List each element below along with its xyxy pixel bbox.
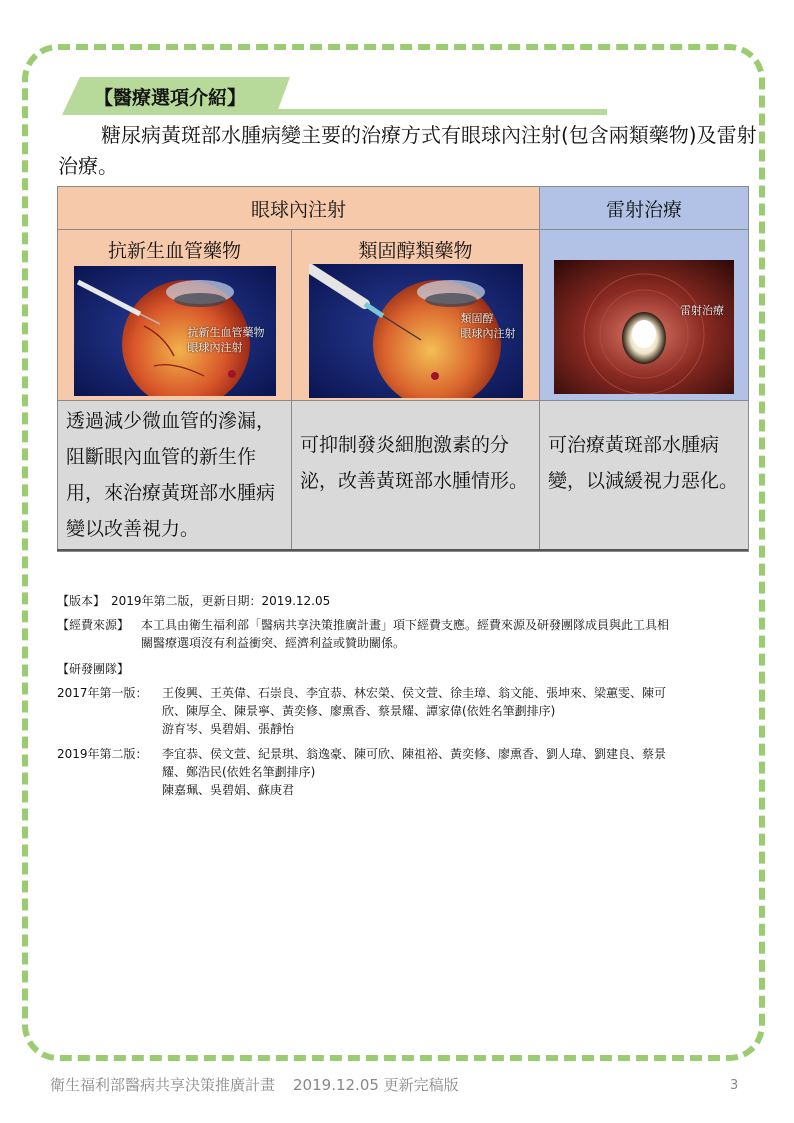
section-heading: 【醫療選項介紹】 — [94, 87, 247, 109]
img1-label-1: 抗新生血管藥物 — [187, 326, 265, 339]
desc-antivegf-cell — [58, 401, 292, 552]
team-2019-line-1: 李宜恭、侯文萱、紀景琪、翁逸豪、陳可欣、陳祖裕、黃奕修、廖熏香、劉人瑋、劉建良、蔡景 — [162, 747, 667, 761]
laser-illustration — [554, 260, 734, 394]
funding-line-1: 本工具由衛生福利部「醫病共享決策推廣計畫」項下經費支應。經費來源及研發團隊成員與此工具相 — [141, 618, 670, 632]
img3-label: 雷射治療 — [680, 304, 725, 317]
cell-antivegf — [58, 230, 292, 401]
treatment-table — [57, 186, 749, 552]
team-2017-label: 2017年第一版： — [57, 686, 148, 700]
eye-steroid-image — [309, 264, 523, 398]
page-number: 3 — [730, 1078, 739, 1093]
team-2019-line-2: 耀、鄭浩民(依姓名筆劃排序) — [162, 765, 316, 779]
desc-antivegf: 透過減少微血管的滲漏，阻斷眼內血管的新生作用，來治療黃斑部水腫病變以改善視力。 — [66, 410, 276, 540]
img1-label-2: 眼球內注射 — [187, 341, 243, 354]
header-injection: 眼球內注射 — [58, 187, 540, 230]
footer-date: 2019.12.05 更新完稿版 — [293, 1076, 459, 1094]
team-label: 【研發團隊】 — [57, 662, 130, 676]
img2-label-2: 眼球內注射 — [460, 327, 516, 340]
version-value: 2019年第二版，更新日期：2019.12.05 — [111, 594, 331, 608]
funding-label: 【經費來源】 — [57, 618, 130, 632]
subheader-antivegf: 抗新生血管藥物 — [107, 240, 241, 262]
intro-paragraph: 糖尿病黃斑部水腫病變主要的治療方式有眼球內注射(包含兩類藥物)及雷射治療。 — [58, 123, 757, 178]
desc-steroid: 可抑制發炎細胞激素的分泌，改善黃斑部水腫情形。 — [300, 434, 529, 492]
team-2019-line-3: 陳嘉珮、吳碧娟、蘇庚君 — [162, 783, 295, 797]
page-footer — [50, 1074, 459, 1095]
desc-laser-cell — [540, 401, 749, 552]
section-heading-tab — [62, 77, 607, 119]
team-2017-line-1: 王俊興、王英偉、石崇良、李宜恭、林宏榮、侯文萱、徐圭璋、翁文能、張坤來、梁蕙雯、陳可 — [162, 686, 667, 700]
desc-laser: 可治療黃斑部水腫病變，以減緩視力惡化。 — [548, 434, 739, 492]
table-bottom-rule — [57, 549, 748, 551]
team-2017-line-2: 欣、陳厚全、陳景寧、黃奕修、廖熏香、蔡景耀、譚家偉(依姓名筆劃排序) — [162, 704, 556, 718]
heading-underline — [274, 109, 607, 115]
header-laser: 雷射治療 — [540, 187, 749, 230]
team-2017-line-3: 游育岑、吳碧娟、張靜怡 — [162, 722, 295, 736]
cell-laser — [540, 230, 749, 401]
cell-steroid — [292, 230, 540, 401]
desc-steroid-cell — [292, 401, 540, 552]
img2-label-1: 類固醇 — [460, 312, 494, 325]
footer-org: 衛生福利部醫病共享決策推廣計畫 — [50, 1076, 276, 1094]
subheader-steroid: 類固醇類藥物 — [358, 240, 473, 262]
eye-injection-image — [74, 266, 276, 396]
team-2019-label: 2019年第二版： — [57, 747, 148, 761]
laser-image — [554, 260, 734, 394]
funding-line-2: 關醫療選項沒有利益衝突、經濟利益或贊助關係。 — [141, 636, 406, 650]
version-label: 【版本】 — [57, 594, 106, 608]
